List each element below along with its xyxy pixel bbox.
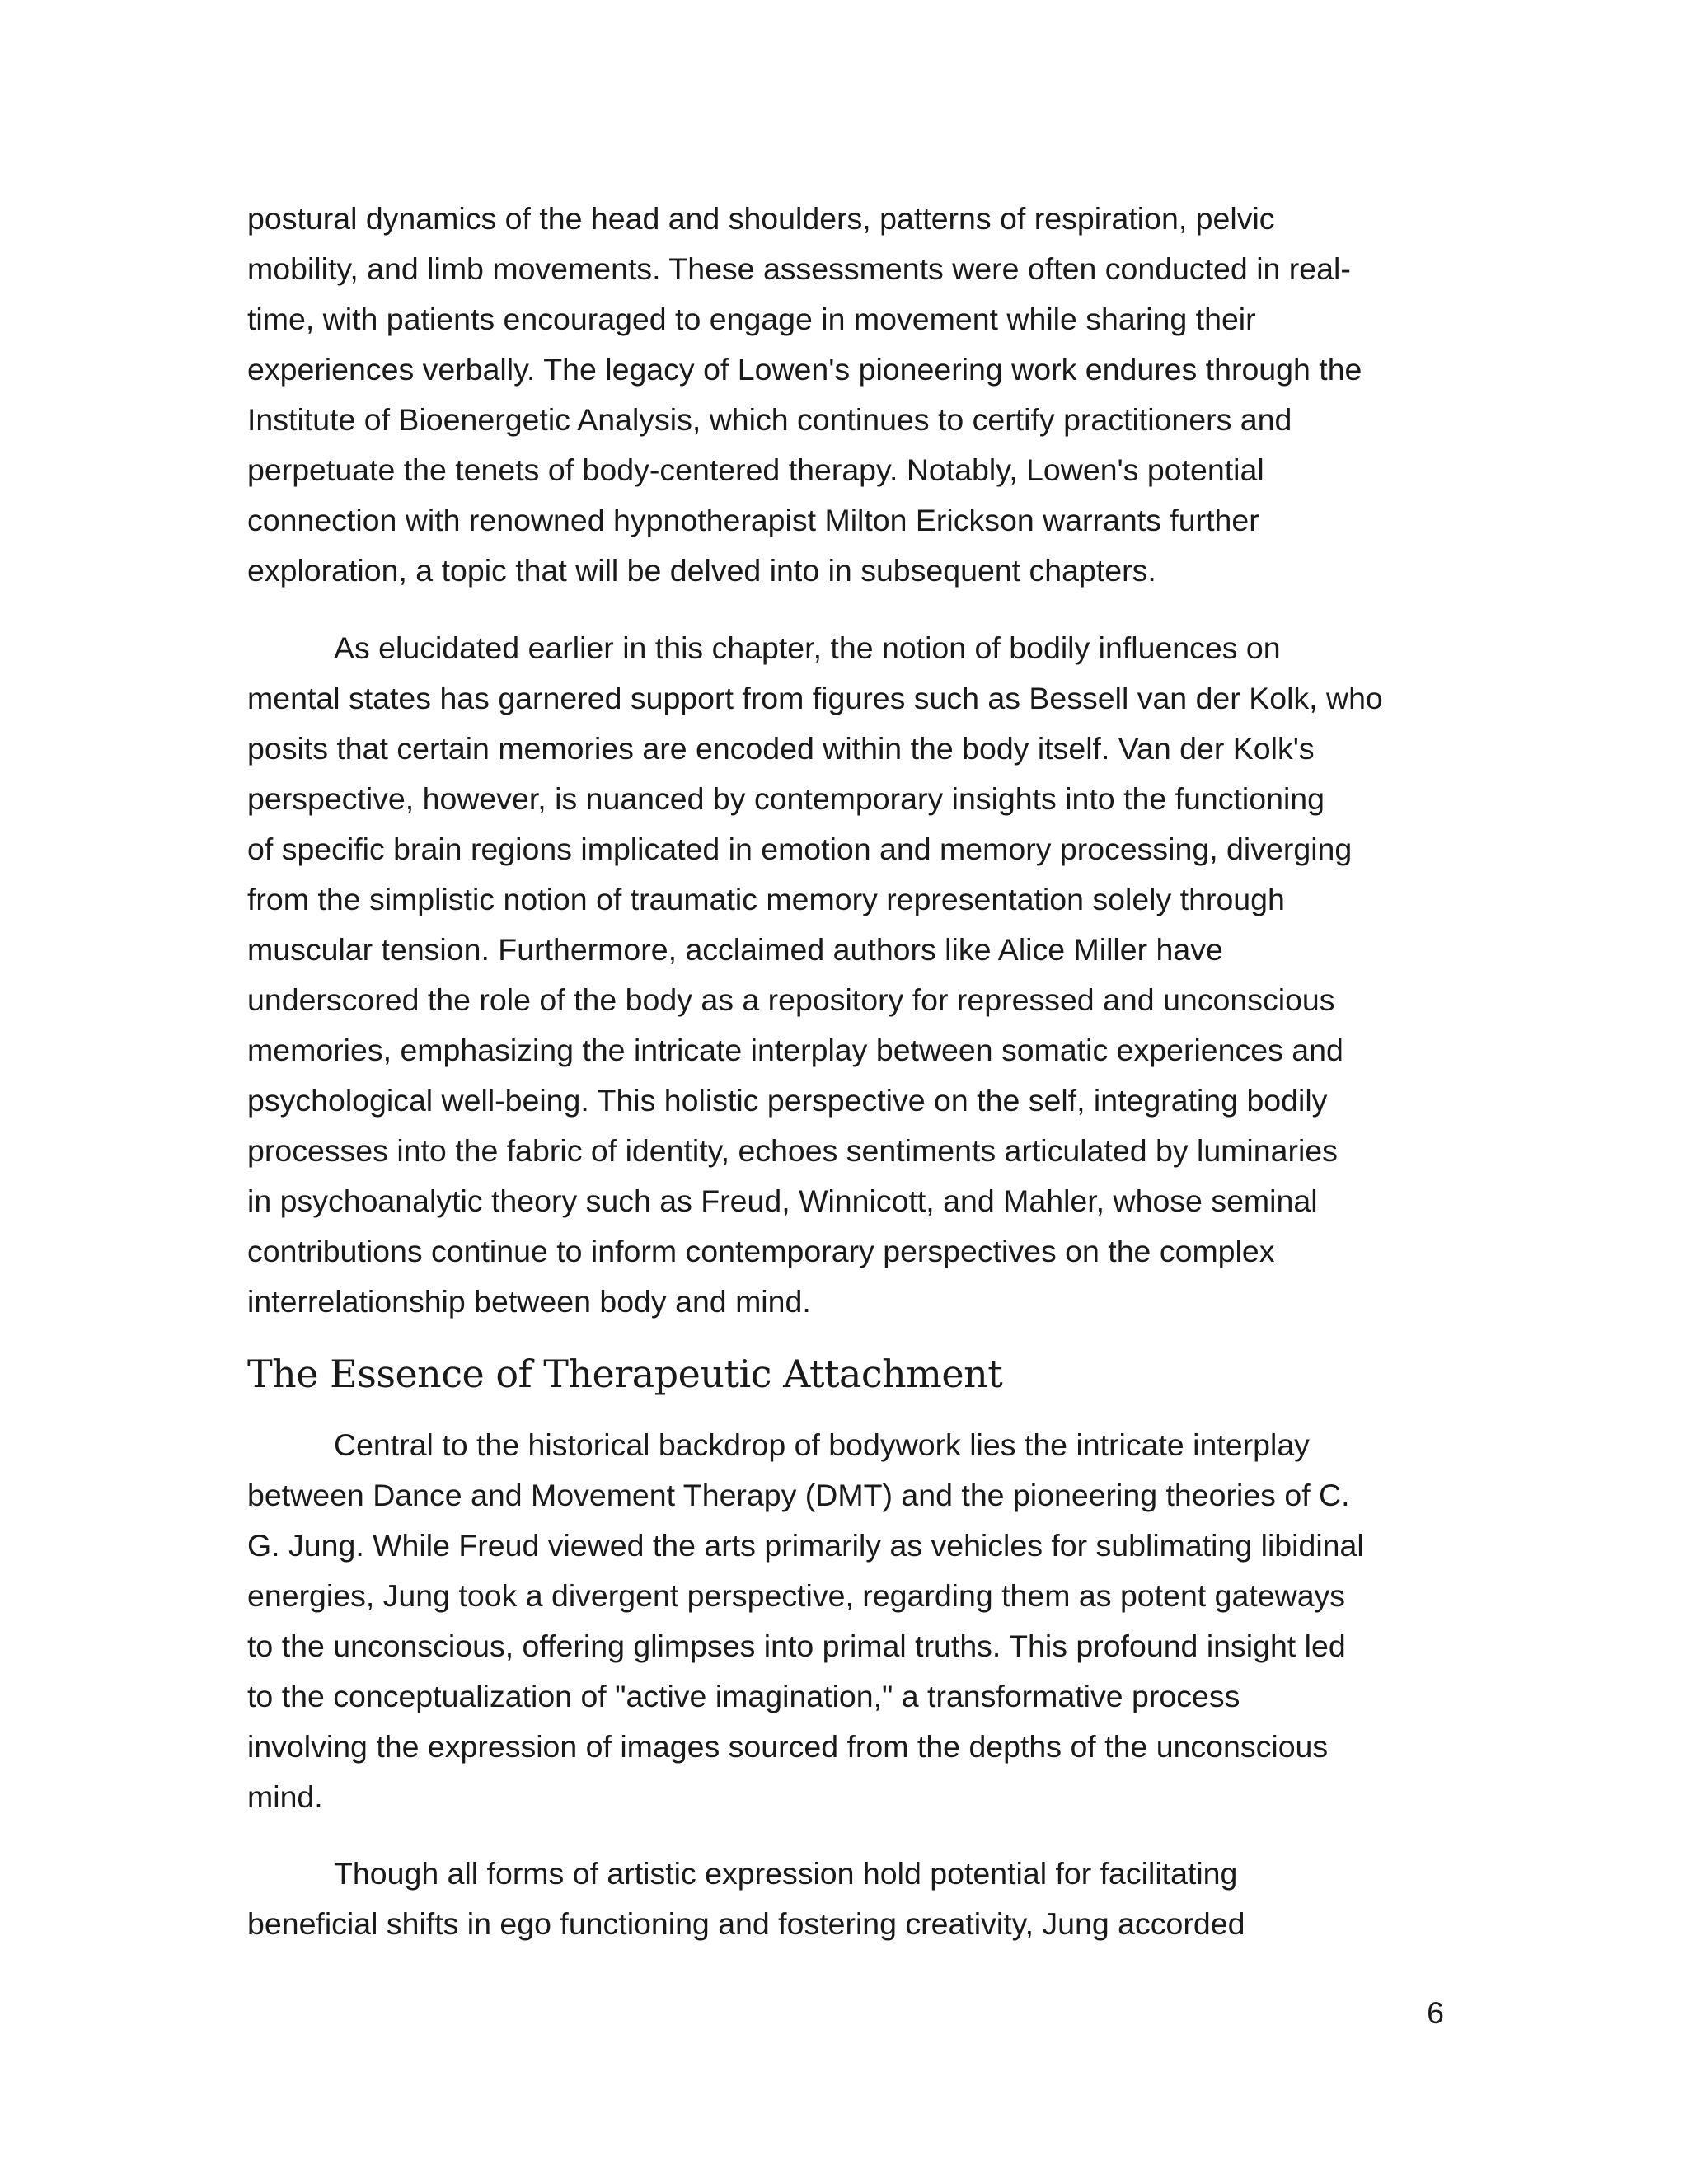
text-line: underscored the role of the body as a repository for repressed and unconscious — [247, 982, 1335, 1017]
text-line: perpetuate the tenets of body-centered therapy. Notably, Lowen's potential — [247, 452, 1264, 487]
text-line: connection with renowned hypnotherapist Milton Erickson warrants further — [247, 503, 1259, 537]
paragraph-bodily-influences — [247, 623, 1444, 1327]
text-line: involving the expression of images sourced from the depths of the unconscious — [247, 1729, 1329, 1764]
text-line: from the simplistic notion of traumatic memory representation solely through — [247, 882, 1285, 916]
page-number: 6 — [1427, 1995, 1444, 2030]
paragraph-jung-dmt — [247, 1420, 1444, 1822]
paragraph-artistic-expression — [247, 1849, 1444, 1949]
text-line: processes into the fabric of identity, echoes sentiments articulated by luminaries — [247, 1133, 1338, 1168]
text-line: As elucidated earlier in this chapter, the notion of bodily influences on — [334, 630, 1281, 665]
text-line: to the conceptualization of "active imagination," a transformative process — [247, 1679, 1240, 1713]
text-line: interrelationship between body and mind. — [247, 1284, 811, 1319]
text-line: postural dynamics of the head and shoulders, patterns of respiration, pelvic — [247, 201, 1275, 236]
text-line: mental states has garnered support from figures such as Bessell van der Kolk, who — [247, 681, 1383, 715]
text-line: Institute of Bioenergetic Analysis, which continues to certify practitioners and — [247, 402, 1292, 437]
text-line: muscular tension. Furthermore, acclaimed authors like Alice Miller have — [247, 932, 1223, 967]
text-line: posits that certain memories are encoded within the body itself. Van der Kolk's — [247, 731, 1315, 766]
text-line: of specific brain regions implicated in emotion and memory processing, diverging — [247, 832, 1353, 866]
text-line: beneficial shifts in ego functioning and fostering creativity, Jung accorded — [247, 1906, 1245, 1941]
paragraph-lowen-assessments — [247, 194, 1444, 596]
text-line: in psychoanalytic theory such as Freud, Winnicott, and Mahler, whose seminal — [247, 1183, 1318, 1218]
text-line: psychological well-being. This holistic perspective on the self, integrating bodily — [247, 1083, 1328, 1118]
text-line: experiences verbally. The legacy of Lowen's pioneering work endures through the — [247, 352, 1362, 387]
text-line: exploration, a topic that will be delved into in subsequent chapters. — [247, 553, 1156, 588]
text-line: energies, Jung took a divergent perspective, regarding them as potent gateways — [247, 1578, 1346, 1613]
text-line: perspective, however, is nuanced by contemporary insights into the functioning — [247, 781, 1325, 816]
text-line: between Dance and Movement Therapy (DMT) and the pioneering theories of C. — [247, 1478, 1350, 1512]
text-line: time, with patients encouraged to engage in movement while sharing their — [247, 302, 1256, 336]
text-line: mind. — [247, 1779, 323, 1814]
text-line: memories, emphasizing the intricate interplay between somatic experiences and — [247, 1033, 1343, 1067]
text-line: Though all forms of artistic expression hold potential for facilitating — [334, 1856, 1238, 1891]
text-line: mobility, and limb movements. These assessments were often conducted in real- — [247, 251, 1351, 286]
text-line: G. Jung. While Freud viewed the arts primarily as vehicles for sublimating libidinal — [247, 1528, 1364, 1563]
text-line: Central to the historical backdrop of bodywork lies the intricate interplay — [334, 1427, 1310, 1462]
section-heading: The Essence of Therapeutic Attachment — [247, 1352, 1003, 1396]
text-line: to the unconscious, offering glimpses into primal truths. This profound insight led — [247, 1629, 1346, 1663]
text-line: contributions continue to inform contemporary perspectives on the complex — [247, 1234, 1275, 1268]
